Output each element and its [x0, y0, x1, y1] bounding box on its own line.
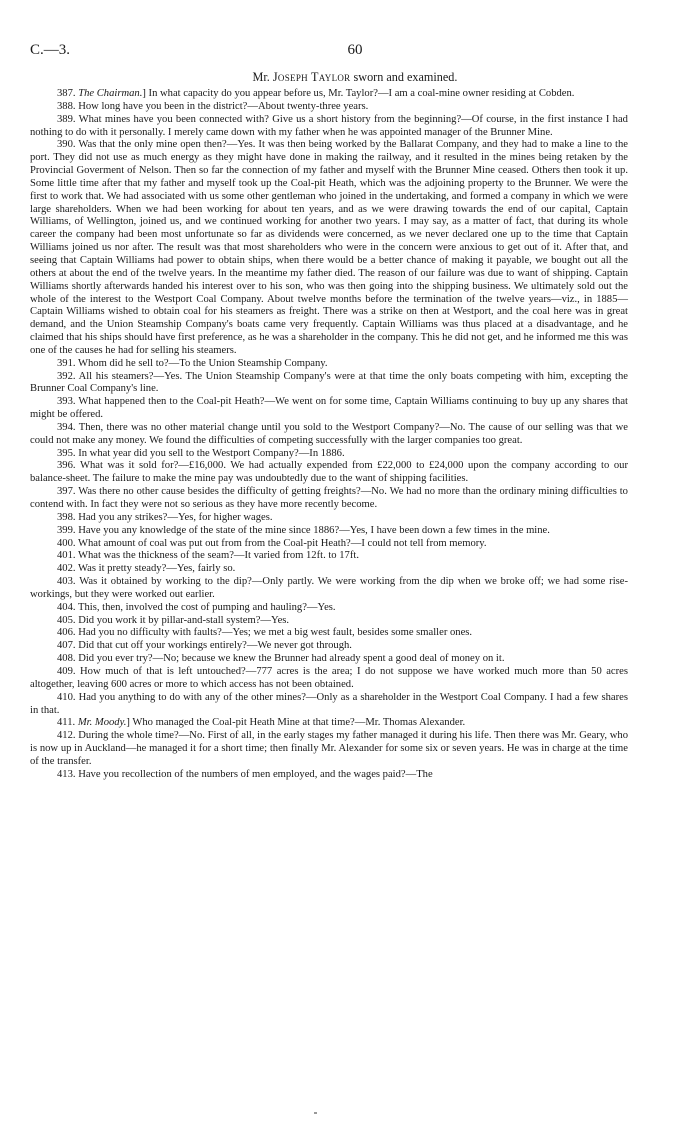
witness-suffix: sworn and examined. [350, 70, 458, 84]
question-answer-paragraph [30, 640, 628, 653]
question-answer-paragraph [30, 422, 628, 448]
question-number: 413. [57, 768, 76, 780]
question-answer-paragraph [30, 627, 628, 640]
question-answer-paragraph [30, 602, 628, 615]
question-number: 405. [57, 614, 76, 626]
question-answer-text: Was it pretty steady?—Yes, fairly so. [78, 563, 236, 575]
question-number: 390. [57, 139, 76, 151]
question-answer-text: What mines have you been connected with? Give us a short history from the beginning?—Of course, in the first instance I had nothing to do with it personally. I merely came down with my father when he was appointed manager of the Brunner Mine. [30, 113, 628, 138]
question-answer-paragraph [30, 563, 628, 576]
page-speck [314, 1112, 317, 1114]
question-number: 398. [57, 511, 76, 523]
question-answer-paragraph [30, 538, 628, 551]
question-answer-text: Had you any strikes?—Yes, for higher wages. [78, 511, 273, 523]
question-answer-text: Then, there was no other material change until you sold to the Westport Company?—No. The cause of our selling was that we could not make any money. We found the difficulties of competing successfully with the larger companies too great. [30, 421, 628, 446]
question-number: 387. [57, 88, 76, 99]
question-number: 403. [57, 576, 76, 588]
question-number: 407. [57, 640, 76, 652]
question-answer-paragraph [30, 114, 628, 140]
questioner-name: Mr. Moody. [77, 717, 127, 729]
question-answer-text: What amount of coal was put out from from the Coal-pit Heath?—I could not tell from memory. [78, 537, 487, 549]
question-answer-text: ] In what capacity do you appear before us, Mr. Taylor?—I am a coal-mine owner residing at Cobden. [142, 88, 575, 99]
question-answer-paragraph [30, 692, 628, 718]
question-number: 404. [57, 601, 76, 613]
question-number: 412. [57, 730, 76, 742]
question-number: 411. [57, 717, 76, 729]
question-answer-paragraph [30, 460, 628, 486]
question-answer-paragraph [30, 448, 628, 461]
question-answer-text: What was it sold for?—£16,000. We had actually expended from £22,000 to £24,000 upon the company according to our balance-sheet. The failure to make the mine pay was undoubtedly due to the want of shipping facilities. [30, 460, 629, 485]
question-answer-text: Have you recollection of the numbers of men employed, and the wages paid?—The [78, 768, 433, 780]
question-number: 410. [57, 691, 76, 703]
question-answer-text: How long have you been in the district?—About twenty-three years. [78, 100, 369, 112]
question-answer-paragraph [30, 371, 628, 397]
question-answer-paragraph [30, 653, 628, 666]
question-number: 400. [57, 537, 76, 549]
question-answer-paragraph [30, 358, 628, 371]
question-answer-paragraph [30, 615, 628, 628]
question-number: 394. [57, 421, 76, 433]
question-answer-paragraph [30, 730, 628, 769]
question-answer-text: Was it obtained by working to the dip?—Only partly. We were working from the dip when we broke off; we had some rise-workings, but they were worked out earlier. [30, 576, 628, 600]
question-answer-paragraph [30, 525, 628, 538]
witness-prefix: Mr. [252, 70, 273, 84]
question-answer-paragraph [30, 88, 628, 101]
question-answer-text: Whom did he sell to?—To the Union Steamship Company. [78, 357, 328, 369]
question-number: 401. [57, 550, 76, 562]
question-answer-text: ] Who managed the Coal-pit Heath Mine at that time?—Mr. Thomas Alexander. [126, 717, 466, 729]
question-answer-paragraph [30, 576, 628, 602]
witness-name: Joseph Taylor [272, 70, 351, 84]
question-number: 409. [57, 665, 76, 677]
page-header [30, 42, 620, 68]
question-answer-text: What was the thickness of the seam?—It varied from 12ft. to 17ft. [78, 550, 359, 562]
question-number: 406. [57, 627, 76, 639]
question-answer-paragraph [30, 486, 628, 512]
question-number: 395. [57, 447, 76, 459]
question-answer-paragraph [30, 512, 628, 525]
question-answer-paragraph [30, 769, 628, 782]
question-answer-text: Did you ever try?—No; because we knew the Brunner had already spent a good deal of money on it. [78, 653, 505, 665]
question-answer-text: During the whole time?—No. First of all, in the early stages my father managed it during his life. Then there was Mr. Geary, who is now up in Auckland—he managed it for a short time; then finally Mr. Alexander for some six or seven years. He was in charge at the time of the transfer. [30, 730, 628, 767]
question-answer-paragraph [30, 396, 628, 422]
question-answer-text: How much of that is left untouched?—777 acres is the area; I do not suppose we have worked much more than 50 acres altogether, leaving 600 acres or more to which access has not been obtained. [30, 665, 628, 690]
testimony-body [30, 88, 628, 782]
question-number: 397. [57, 486, 76, 498]
question-number: 391. [57, 357, 76, 369]
question-number: 392. [57, 370, 76, 382]
witness-heading [90, 70, 620, 85]
question-answer-paragraph [30, 139, 628, 357]
question-number: 408. [57, 653, 76, 665]
question-number: 402. [57, 563, 76, 575]
question-answer-text: In what year did you sell to the Westport Company?—In 1886. [78, 447, 345, 459]
document-reference: C.—3. [30, 42, 71, 58]
page-number: 60 [347, 42, 363, 58]
question-number: 389. [57, 113, 76, 125]
question-answer-text: Was there no other cause besides the difficulty of getting freights?—No. We had no more than the ordinary mining difficulties to contend with. In fact they were not so serious as they have more recently become. [30, 486, 628, 510]
question-answer-text: Did that cut off your workings entirely?—We never got through. [78, 640, 352, 652]
question-answer-paragraph [30, 550, 628, 563]
question-number: 399. [57, 524, 76, 536]
question-answer-text: Was that the only mine open then?—Yes. It was then being worked by the Ballarat Company, and they had to make a line to the port. They did not use as much energy as they might have done in making the railway, and it resulted in the mines being retaken by the Provincial Goverment of Nelson. Then so far the connection of my father and myself with the Brunner Mine ceased. Others then took it up. Some little time after that my father and myself took up the Coal-pit Heath, which was the adjoining property to the Brunner. We were the first to work that. We had associated with us some other gentleman who joined in the undertaking, and formed a company in which we were large shareholders. When we had been working for about ten years, and as we were drawing towards the end of our capital, Captain Williams, of Wellington, joined us, and we continued working for another two years. I may say, as a matter of fact, that during its whole career the company had been most unfortunate so far as dividends were concerned, as we never declared one up to the time that Captain Williams joined us nor after. The result was that most shareholders who were in the concern were anxious to get out of it. After that, and seeing that Captain Williams had power to obtain ships, when there would be a better chance of making it payable, we bought out all the others at about the end of the twelve years. In the meantime my father died. The reason of our failure was due to want of shipping. Captain Williams shortly afterwards handed his interest over to his son, who was then going into the shipping business. We ultimately sold out the whole of the interest to the Westport Coal Company. About twelve months before the termination of the twelve years—viz., in 1885—Captain Williams wished to obtain coal for his steamers as freight. There was a strike on then at Westport, and the coal here was in great demand, and the Union Steamship Company's boats came very frequently. Captain Williams was thus placed at a disadvantage, and he claimed that his ships should have first preference, as he was a shareholder in the company. This he did not get, and he informed me this was one of the causes he had for selling his steamers. [30, 139, 628, 356]
question-answer-paragraph [30, 666, 628, 692]
question-number: 388. [57, 100, 76, 112]
question-answer-text: All his steamers?—Yes. The Union Steamship Company's were at that time the only boats competing with him, excepting the Brunner Coal Company's line. [30, 370, 628, 395]
question-number: 393. [57, 396, 76, 408]
question-answer-text: This, then, involved the cost of pumping and hauling?—Yes. [78, 601, 336, 613]
question-answer-text: Did you work it by pillar-and-stall system?—Yes. [78, 614, 290, 626]
question-answer-text: Had you anything to do with any of the other mines?—Only as a shareholder in the Westport Coal Company. I had a few shares in that. [30, 691, 628, 716]
question-answer-paragraph [30, 101, 628, 114]
question-answer-paragraph [30, 717, 628, 730]
question-answer-text: What happened then to the Coal-pit Heath?—We went on for some time, Captain Williams continuing to buy up any shares that might be offered. [30, 396, 628, 421]
question-number: 396. [57, 460, 76, 472]
questioner-name: The Chairman. [78, 88, 143, 99]
question-answer-text: Have you any knowledge of the state of the mine since 1886?—Yes, I have been down a few times in the mine. [78, 524, 550, 536]
question-answer-text: Had you no difficulty with faults?—Yes; we met a big west fault, besides some smaller ones. [78, 627, 473, 639]
